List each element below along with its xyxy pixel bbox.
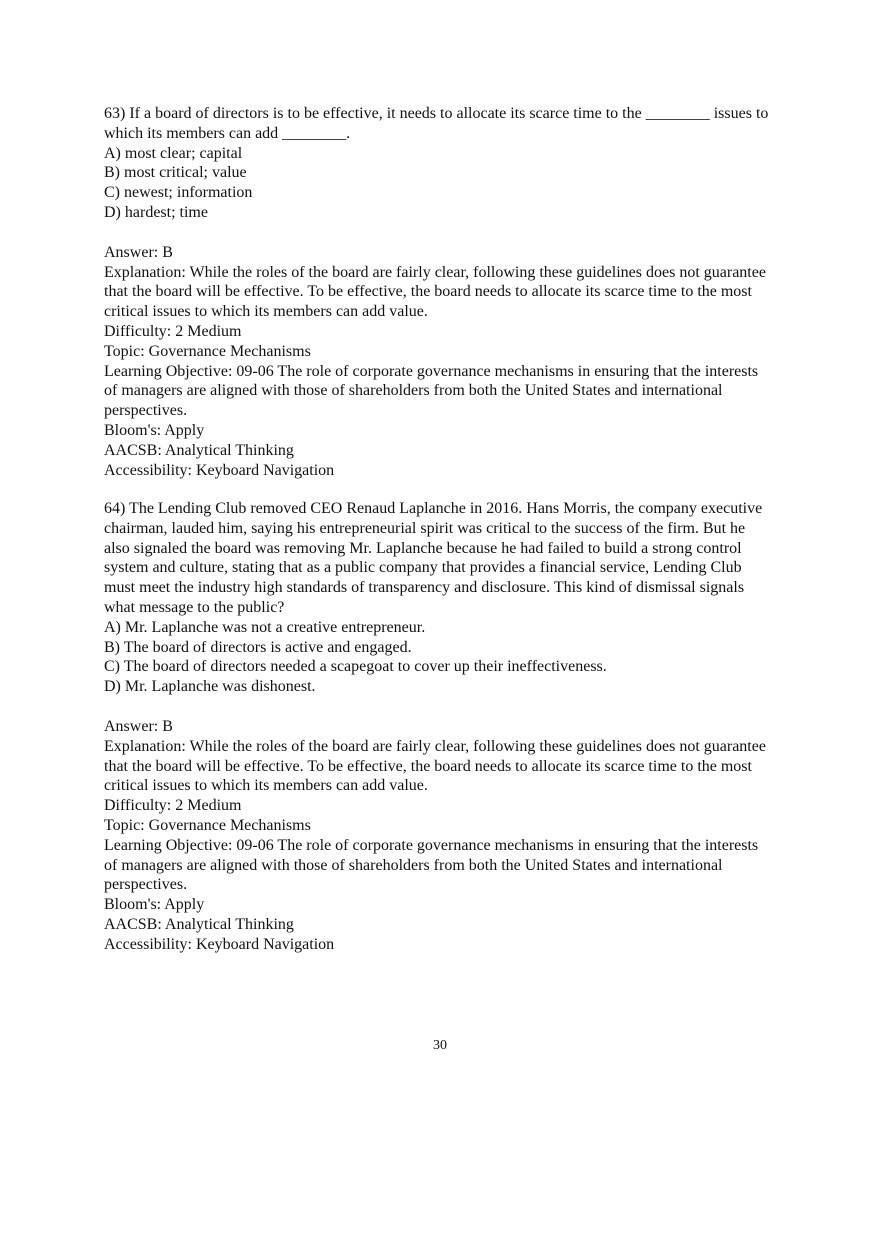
page-number: 30 (433, 1038, 447, 1053)
difficulty: Difficulty: 2 Medium (104, 322, 242, 340)
option-d: D) hardest; time (104, 203, 208, 221)
blooms: Bloom's: Apply (104, 421, 205, 439)
answer: Answer: B (104, 717, 173, 735)
question-stem: 63) If a board of directors is to be effective, it needs to allocate its scarce time to the ________ issues to which its members can add ________. (104, 105, 769, 142)
option-b: B) most critical; value (104, 164, 247, 182)
difficulty: Difficulty: 2 Medium (104, 797, 242, 815)
explanation: Explanation: While the roles of the board are fairly clear, following these guidelines does not guarantee that the board will be effective. To be effective, the board needs to allocate its scarce time to the most critical issues to which its members can add value. (104, 737, 766, 795)
accessibility: Accessibility: Keyboard Navigation (104, 935, 335, 953)
question-63 (104, 104, 774, 480)
spacer (104, 697, 774, 717)
option-b: B) The board of directors is active and engaged. (104, 638, 412, 656)
option-d: D) Mr. Laplanche was dishonest. (104, 678, 316, 696)
topic: Topic: Governance Mechanisms (104, 342, 311, 360)
option-a: A) Mr. Laplanche was not a creative entrepreneur. (104, 618, 426, 636)
spacer (104, 223, 774, 243)
question-stem: 64) The Lending Club removed CEO Renaud Laplanche in 2016. Hans Morris, the company executive chairman, lauded him, saying his entrepreneurial spirit was critical to the success of the firm. But he also signaled the board was removing Mr. Laplanche because he had failed to build a strong control system and culture, stating that as a public company that provides a financial service, Lending Club must meet the industry high standards of transparency and disclosure. This kind of dismissal signals what message to the public? (104, 500, 763, 616)
option-a: A) most clear; capital (104, 144, 243, 162)
option-c: C) The board of directors needed a scapegoat to cover up their ineffectiveness. (104, 658, 607, 676)
accessibility: Accessibility: Keyboard Navigation (104, 461, 335, 479)
learning-objective: Learning Objective: 09-06 The role of corporate governance mechanisms in ensuring that the interests of managers are aligned with those of shareholders from both the United States and international perspectives. (104, 362, 759, 420)
learning-objective: Learning Objective: 09-06 The role of corporate governance mechanisms in ensuring that the interests of managers are aligned with those of shareholders from both the United States and international perspectives. (104, 836, 759, 894)
topic: Topic: Governance Mechanisms (104, 816, 311, 834)
answer: Answer: B (104, 243, 173, 261)
aacsb: AACSB: Analytical Thinking (104, 441, 294, 459)
question-64 (104, 499, 774, 955)
aacsb: AACSB: Analytical Thinking (104, 915, 294, 933)
option-c: C) newest; information (104, 184, 253, 202)
blooms: Bloom's: Apply (104, 896, 205, 914)
explanation: Explanation: While the roles of the board are fairly clear, following these guidelines does not guarantee that the board will be effective. To be effective, the board needs to allocate its scarce time to the most critical issues to which its members can add value. (104, 263, 766, 321)
